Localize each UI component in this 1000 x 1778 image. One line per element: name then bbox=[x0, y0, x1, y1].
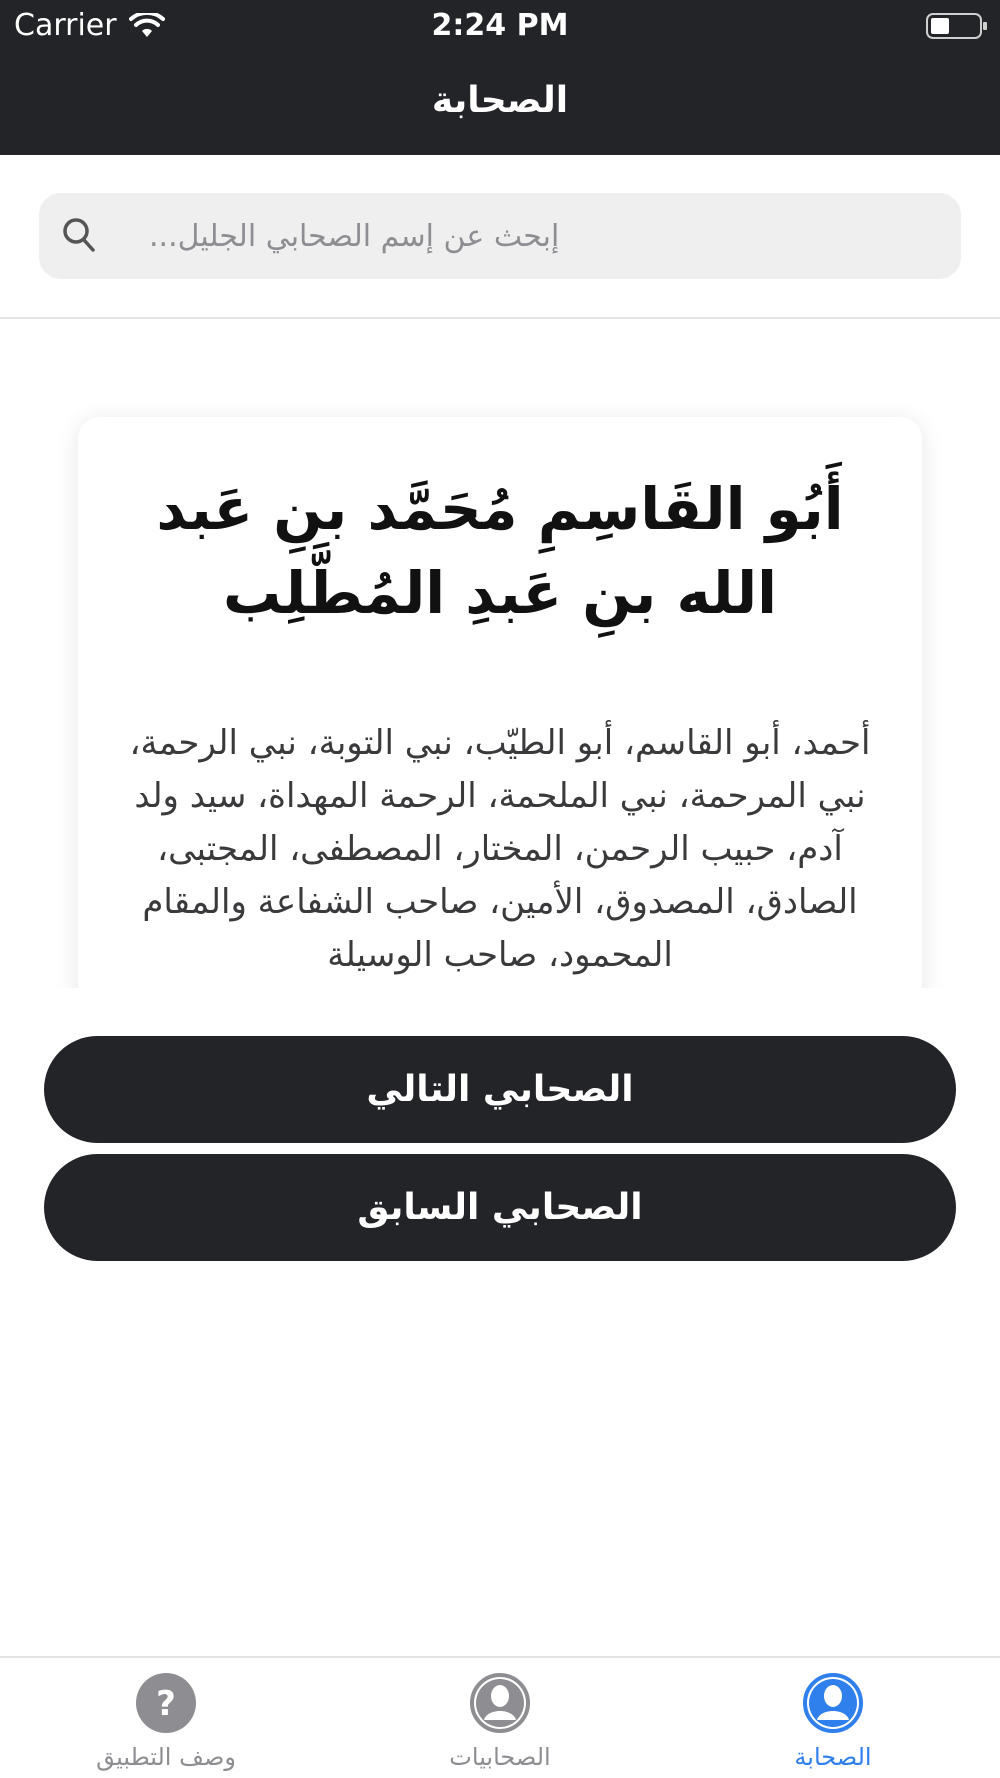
person-icon bbox=[469, 1672, 531, 1734]
tab-female-companions[interactable] bbox=[370, 1672, 630, 1772]
tab-bar bbox=[0, 1656, 1000, 1778]
status-time: 2:24 PM bbox=[431, 8, 569, 43]
search-icon bbox=[61, 215, 97, 255]
svg-text:?: ? bbox=[156, 1684, 176, 1724]
search-input[interactable] bbox=[109, 193, 909, 279]
tab-companions[interactable] bbox=[703, 1672, 963, 1772]
carrier-label: Carrier bbox=[14, 8, 117, 43]
nav-title: الصحابة bbox=[431, 80, 569, 121]
companion-name: أَبُو القَاسِمِ مُحَمَّد بنِ عَبد الله بنِ عَبدِ المُطَّلِب bbox=[156, 475, 844, 627]
next-companion-button[interactable]: الصحابي التالي bbox=[44, 1036, 956, 1143]
tab-label: وصف التطبيق bbox=[96, 1743, 236, 1771]
question-icon bbox=[135, 1672, 197, 1734]
top-bar bbox=[0, 0, 1000, 155]
search-box[interactable] bbox=[39, 193, 961, 279]
battery-icon bbox=[926, 12, 988, 40]
previous-companion-button[interactable]: الصحابي السابق bbox=[44, 1154, 956, 1261]
companion-scroll-area[interactable] bbox=[0, 321, 1000, 988]
tab-app-description[interactable] bbox=[36, 1672, 296, 1772]
tab-label: الصحابيات bbox=[449, 1743, 551, 1771]
tab-label: الصحابة bbox=[794, 1743, 872, 1771]
companion-card bbox=[78, 417, 922, 988]
companion-description: أحمد، أبو القاسم، أبو الطيّب، نبي التوبة، نبي الرحمة، نبي المرحمة، نبي الملحمة، الرحمة المهداة، سيد ولد آدم، حبيب الرحمن، المختار، المصطفى، المجتبى، الصادق، المصدوق، الأمين، صاحب الشفاعة والمقام المحمود، صاحب الوسيلة bbox=[129, 723, 871, 975]
search-bar bbox=[0, 155, 1000, 319]
person-icon bbox=[802, 1672, 864, 1734]
